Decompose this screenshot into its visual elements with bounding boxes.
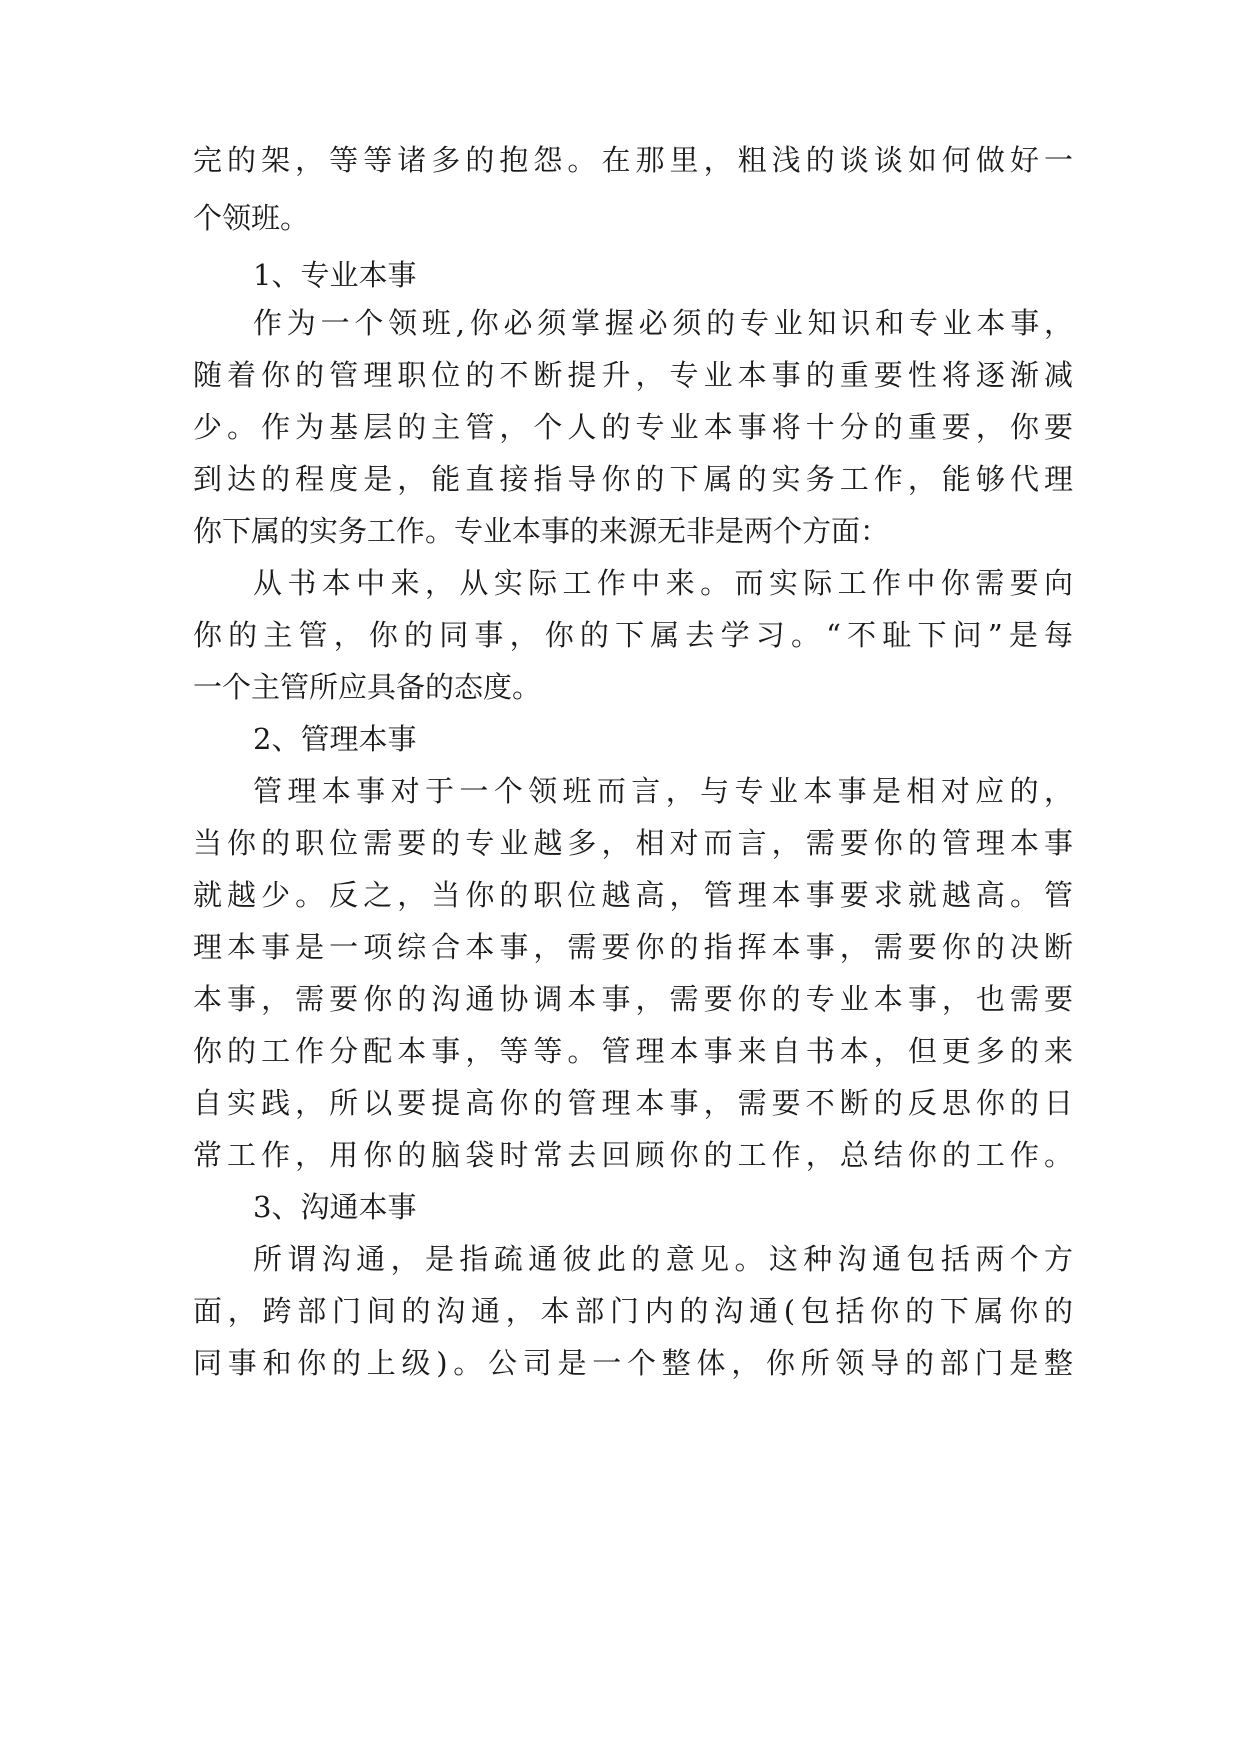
text-line: 你的主管，你的同事，你的下属去学习。“不耻下问”是每 (193, 618, 1073, 652)
section-heading: 1、专业本事 (253, 258, 417, 292)
text-line: 自实践，所以要提高你的管理本事，需要不断的反思你的日 (193, 1086, 1073, 1120)
text-line: 面，跨部门间的沟通，本部门内的沟通(包括你的下属你的 (193, 1294, 1073, 1328)
text-line: 完的架，等等诸多的抱怨。在那里，粗浅的谈谈如何做好一 (193, 143, 1073, 177)
text-line: 少。作为基层的主管，个人的专业本事将十分的重要，你要 (193, 410, 1073, 444)
text-line: 理本事是一项综合本事，需要你的指挥本事，需要你的决断 (193, 930, 1073, 964)
text-line: 当你的职位需要的专业越多，相对而言，需要你的管理本事 (193, 826, 1073, 860)
section-heading: 2、管理本事 (253, 722, 417, 756)
text-line: 个领班。 (193, 201, 310, 235)
text-line: 从书本中来，从实际工作中来。而实际工作中你需要向 (253, 566, 1073, 600)
text-line: 管理本事对于一个领班而言，与专业本事是相对应的， (253, 774, 1073, 808)
text-line: 一个主管所应具备的态度。 (193, 670, 542, 704)
text-line: 所谓沟通，是指疏通彼此的意见。这种沟通包括两个方 (253, 1242, 1073, 1276)
text-line: 你下属的实务工作。专业本事的来源无非是两个方面： (193, 514, 890, 548)
text-line: 就越少。反之，当你的职位越高，管理本事要求就越高。管 (193, 878, 1073, 912)
section-heading: 3、沟通本事 (253, 1190, 417, 1224)
text-line: 你的工作分配本事，等等。管理本事来自书本，但更多的来 (193, 1034, 1073, 1068)
text-line: 常工作，用你的脑袋时常去回顾你的工作，总结你的工作。 (193, 1138, 1073, 1172)
text-line: 作为一个领班,你必须掌握必须的专业知识和专业本事， (253, 306, 1073, 340)
text-line: 随着你的管理职位的不断提升，专业本事的重要性将逐渐减 (193, 358, 1073, 392)
text-line: 本事，需要你的沟通协调本事，需要你的专业本事，也需要 (193, 982, 1073, 1016)
text-line: 到达的程度是，能直接指导你的下属的实务工作，能够代理 (193, 462, 1073, 496)
text-line: 同事和你的上级)。公司是一个整体，你所领导的部门是整 (193, 1346, 1073, 1380)
